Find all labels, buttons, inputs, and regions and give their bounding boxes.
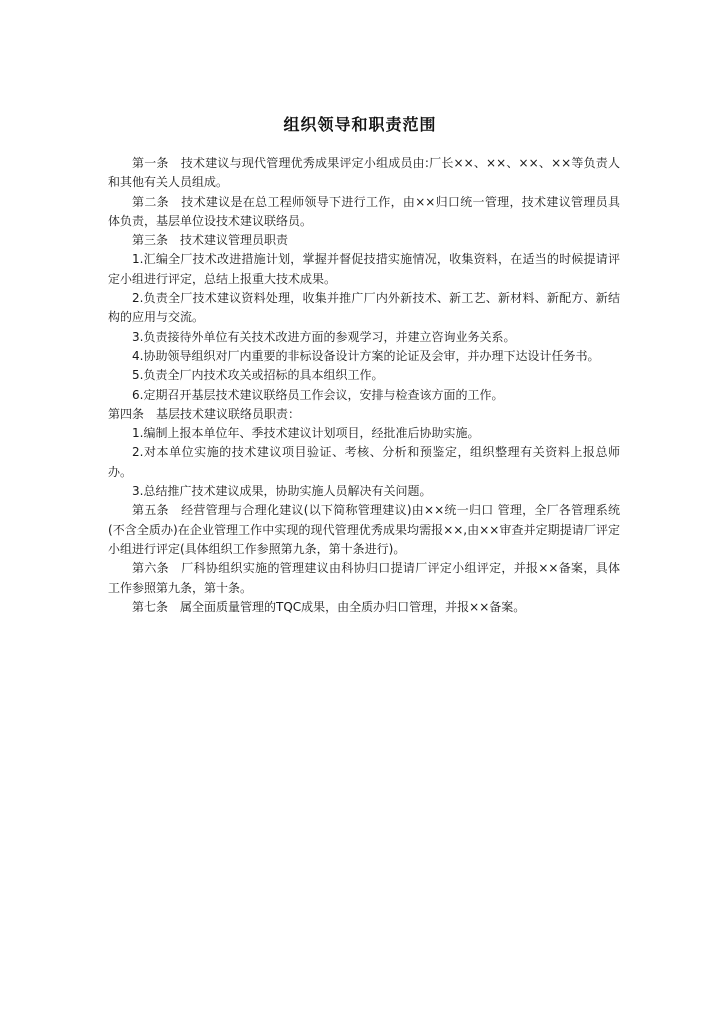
article-3-item-3: 3.负责接待外单位有关技术改进方面的参观学习，并建立咨询业务关系。	[132, 329, 516, 344]
document-title: 组织领导和职责范围	[283, 115, 437, 134]
article-3-item-4: 4.协助领导组织对厂内重要的非标设备设计方案的论证及会审，并办理下达设计任务书。	[132, 348, 600, 363]
article-3-item-2: 2.负责全厂技术建议资料处理，收集并推广厂内外新技术、新工艺、新材料、新配方、新结构的应用与交流。	[108, 291, 620, 325]
article-4-item-1: 1.编制上报本单位年、季技术建议计划项目，经批准后协助实施。	[132, 426, 480, 441]
article-2-paragraph: 第二条 技术建议是在总工程师领导下进行工作，由××归口统一管理，技术建议管理员具体负责，基层单位设技术建议联络员。	[108, 194, 620, 228]
article-4-heading: 第四条 基层技术建议联络员职责：	[108, 406, 301, 421]
article-3-item-6: 6.定期召开基层技术建议联络员工作会议，安排与检查该方面的工作。	[132, 387, 504, 402]
article-3-item-5: 5.负责全厂内技术攻关或招标的具本组织工作。	[132, 368, 384, 383]
article-6-paragraph: 第六条 厂科协组织实施的管理建议由科协归口提请厂评定小组评定，并报××备案，具体工作参照第九条，第十条。	[108, 561, 620, 595]
article-5-paragraph: 第五条 经营管理与合理化建议(以下简称管理建议)由××统一归口 管理，全厂各管理系统(不含全质办)在企业管理工作中实现的现代管理优秀成果均需报××,由××审查并定期提请厂评定小组进行评定(具体组织工作参照第九条，第十条进行)。	[108, 503, 620, 556]
article-3-heading: 第三条 技术建议管理员职责	[132, 233, 289, 248]
article-4-item-3: 3.总结推广技术建议成果，协助实施人员解决有关问题。	[132, 484, 432, 499]
article-7-paragraph: 第七条 属全面质量管理的TQC成果，由全质办归口管理，并报××备案。	[132, 599, 526, 614]
article-3-item-1: 1.汇编全厂技术改进措施计划，掌握并督促技措实施情况，收集资料，在适当的时候提请评定小组进行评定，总结上报重大技术成果。	[108, 252, 620, 286]
article-1-paragraph: 第一条 技术建议与现代管理优秀成果评定小组成员由:厂长××、××、××、××等负责人和其他有关人员组成。	[108, 156, 620, 190]
document-body	[108, 154, 620, 617]
article-4-item-2: 2.对本单位实施的技术建议项目验证、考核、分析和预鉴定，组织整理有关资料上报总师办。	[108, 445, 620, 479]
